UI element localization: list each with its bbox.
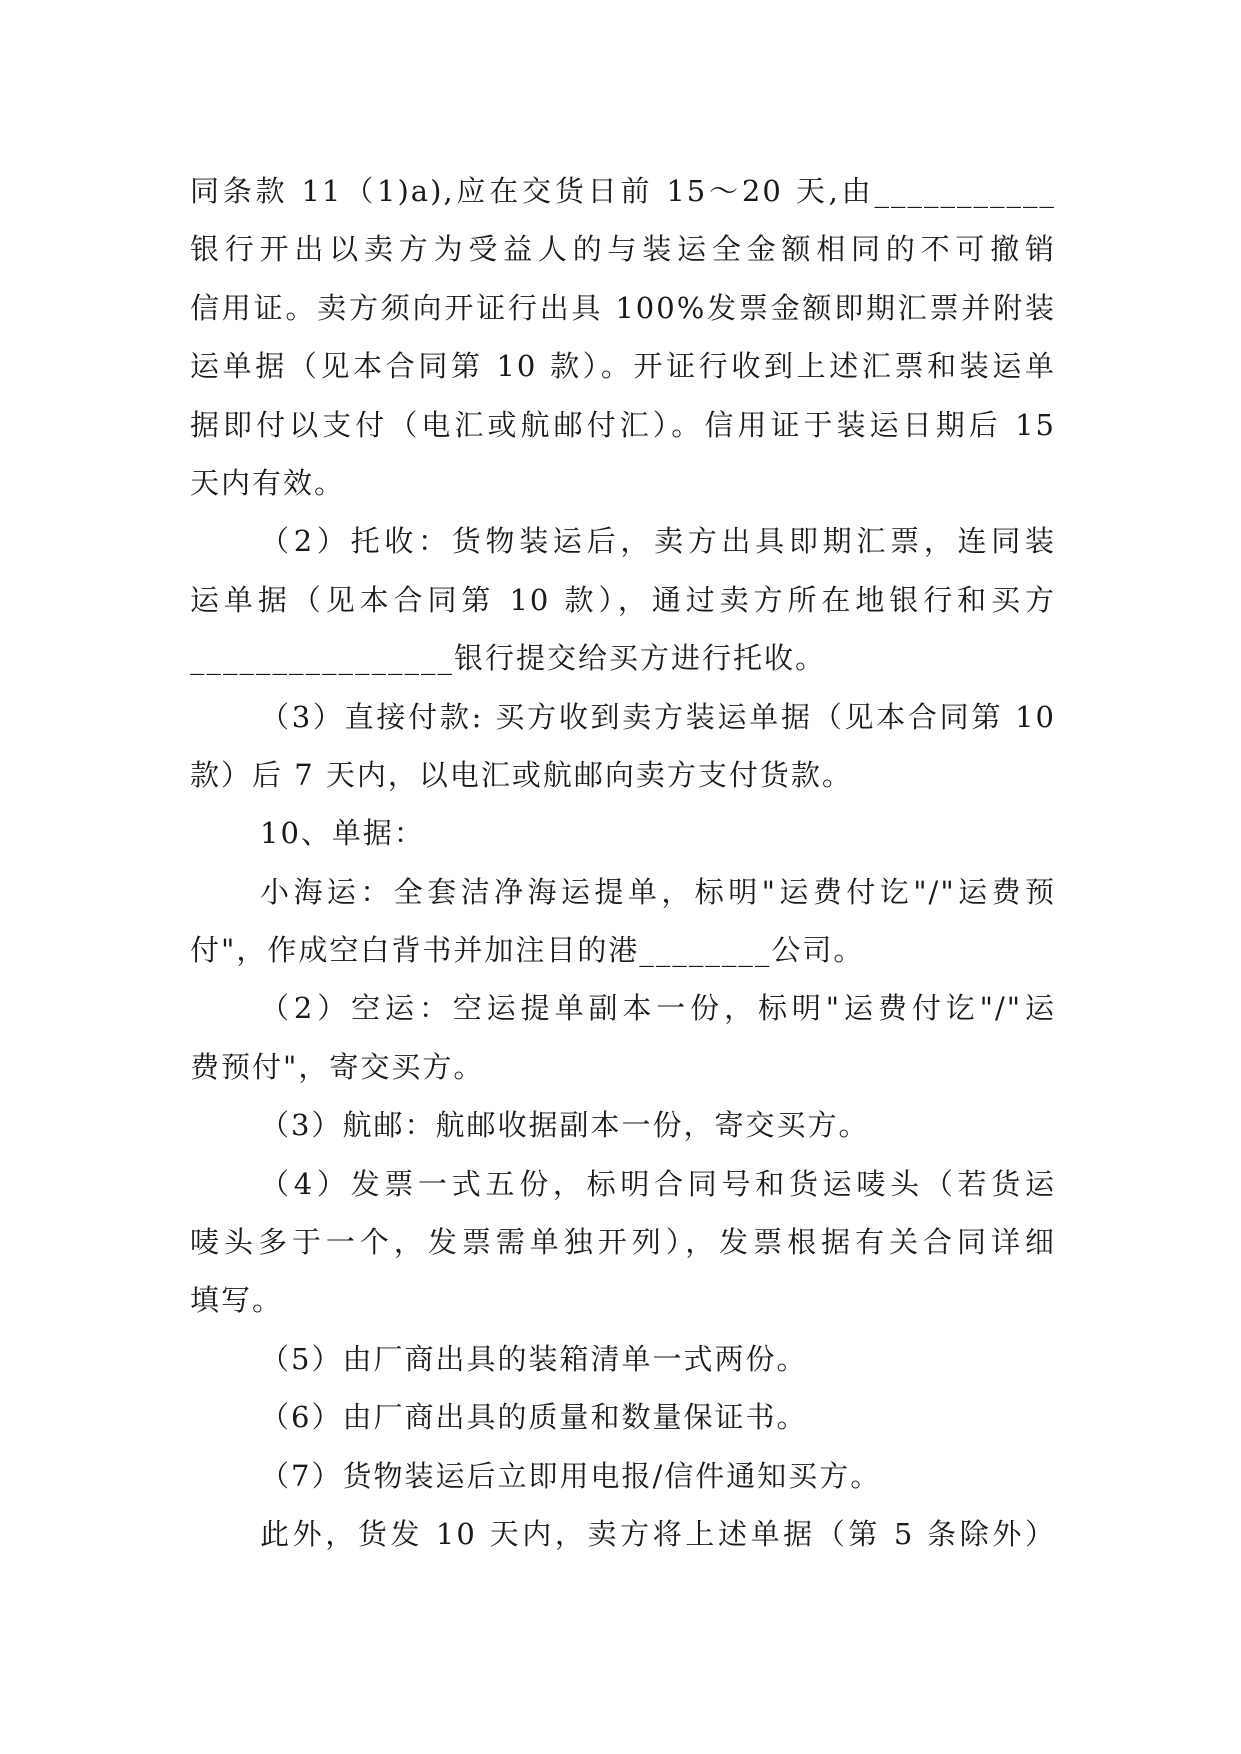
text-line: （2）空运：空运提单副本一份，标明"运费付讫"/"运 [260,991,1056,1026]
text-line: （5）由厂商出具的装箱清单一式两份。 [260,1341,808,1376]
text-line: ________________银行提交给买方进行托收。 [190,641,827,676]
text-line: 运单据（见本合同第 10 款），通过卖方所在地银行和买方 [190,582,1056,617]
text-line: （6）由厂商出具的质量和数量保证书。 [260,1400,808,1435]
text-line: 此外，货发 10 天内，卖方将上述单据（第 5 条除外） [260,1516,1056,1551]
text-line: 银行开出以卖方为受益人的与装运全金额相同的不可撤销 [190,232,1056,267]
text-line: （3）航邮：航邮收据副本一份，寄交买方。 [260,1108,870,1143]
text-line: 款）后 7 天内，以电汇或航邮向卖方支付货款。 [190,757,853,792]
section-heading: 10、单据： [260,816,425,851]
text-line: 唛头多于一个，发票需单独开列），发票根据有关合同详细 [190,1225,1056,1260]
text-line: 同条款 11（1)a),应在交货日前 15～20 天,由___________ [190,174,1056,208]
text-line: 付"，作成空白背书并加注目的港________公司。 [190,933,865,968]
text-line: （4）发票一式五份，标明合同号和货运唛头（若货运 [260,1166,1056,1201]
text-line: 费预付"，寄交买方。 [190,1049,485,1084]
text-line: 填写。 [190,1283,284,1318]
text-line: 小海运：全套洁净海运提单，标明"运费付讫"/"运费预 [260,874,1056,909]
text-line: 信用证。卖方须向开证行出具 100%发票金额即期汇票并附装 [190,290,1056,325]
text-line: （7）货物装运后立即用电报/信件通知买方。 [260,1458,882,1493]
text-line: 运单据（见本合同第 10 款）。开证行收到上述汇票和装运单 [190,349,1056,384]
text-line: （3）直接付款: 买方收到卖方装运单据（见本合同第 10 [260,699,1056,734]
text-line: 天内有效。 [190,465,346,500]
text-line: 据即付以支付（电汇或航邮付汇）。信用证于装运日期后 15 [190,407,1056,442]
document-body [190,162,1056,1563]
text-line: （2）托收：货物装运后，卖方出具即期汇票，连同装 [260,524,1056,559]
